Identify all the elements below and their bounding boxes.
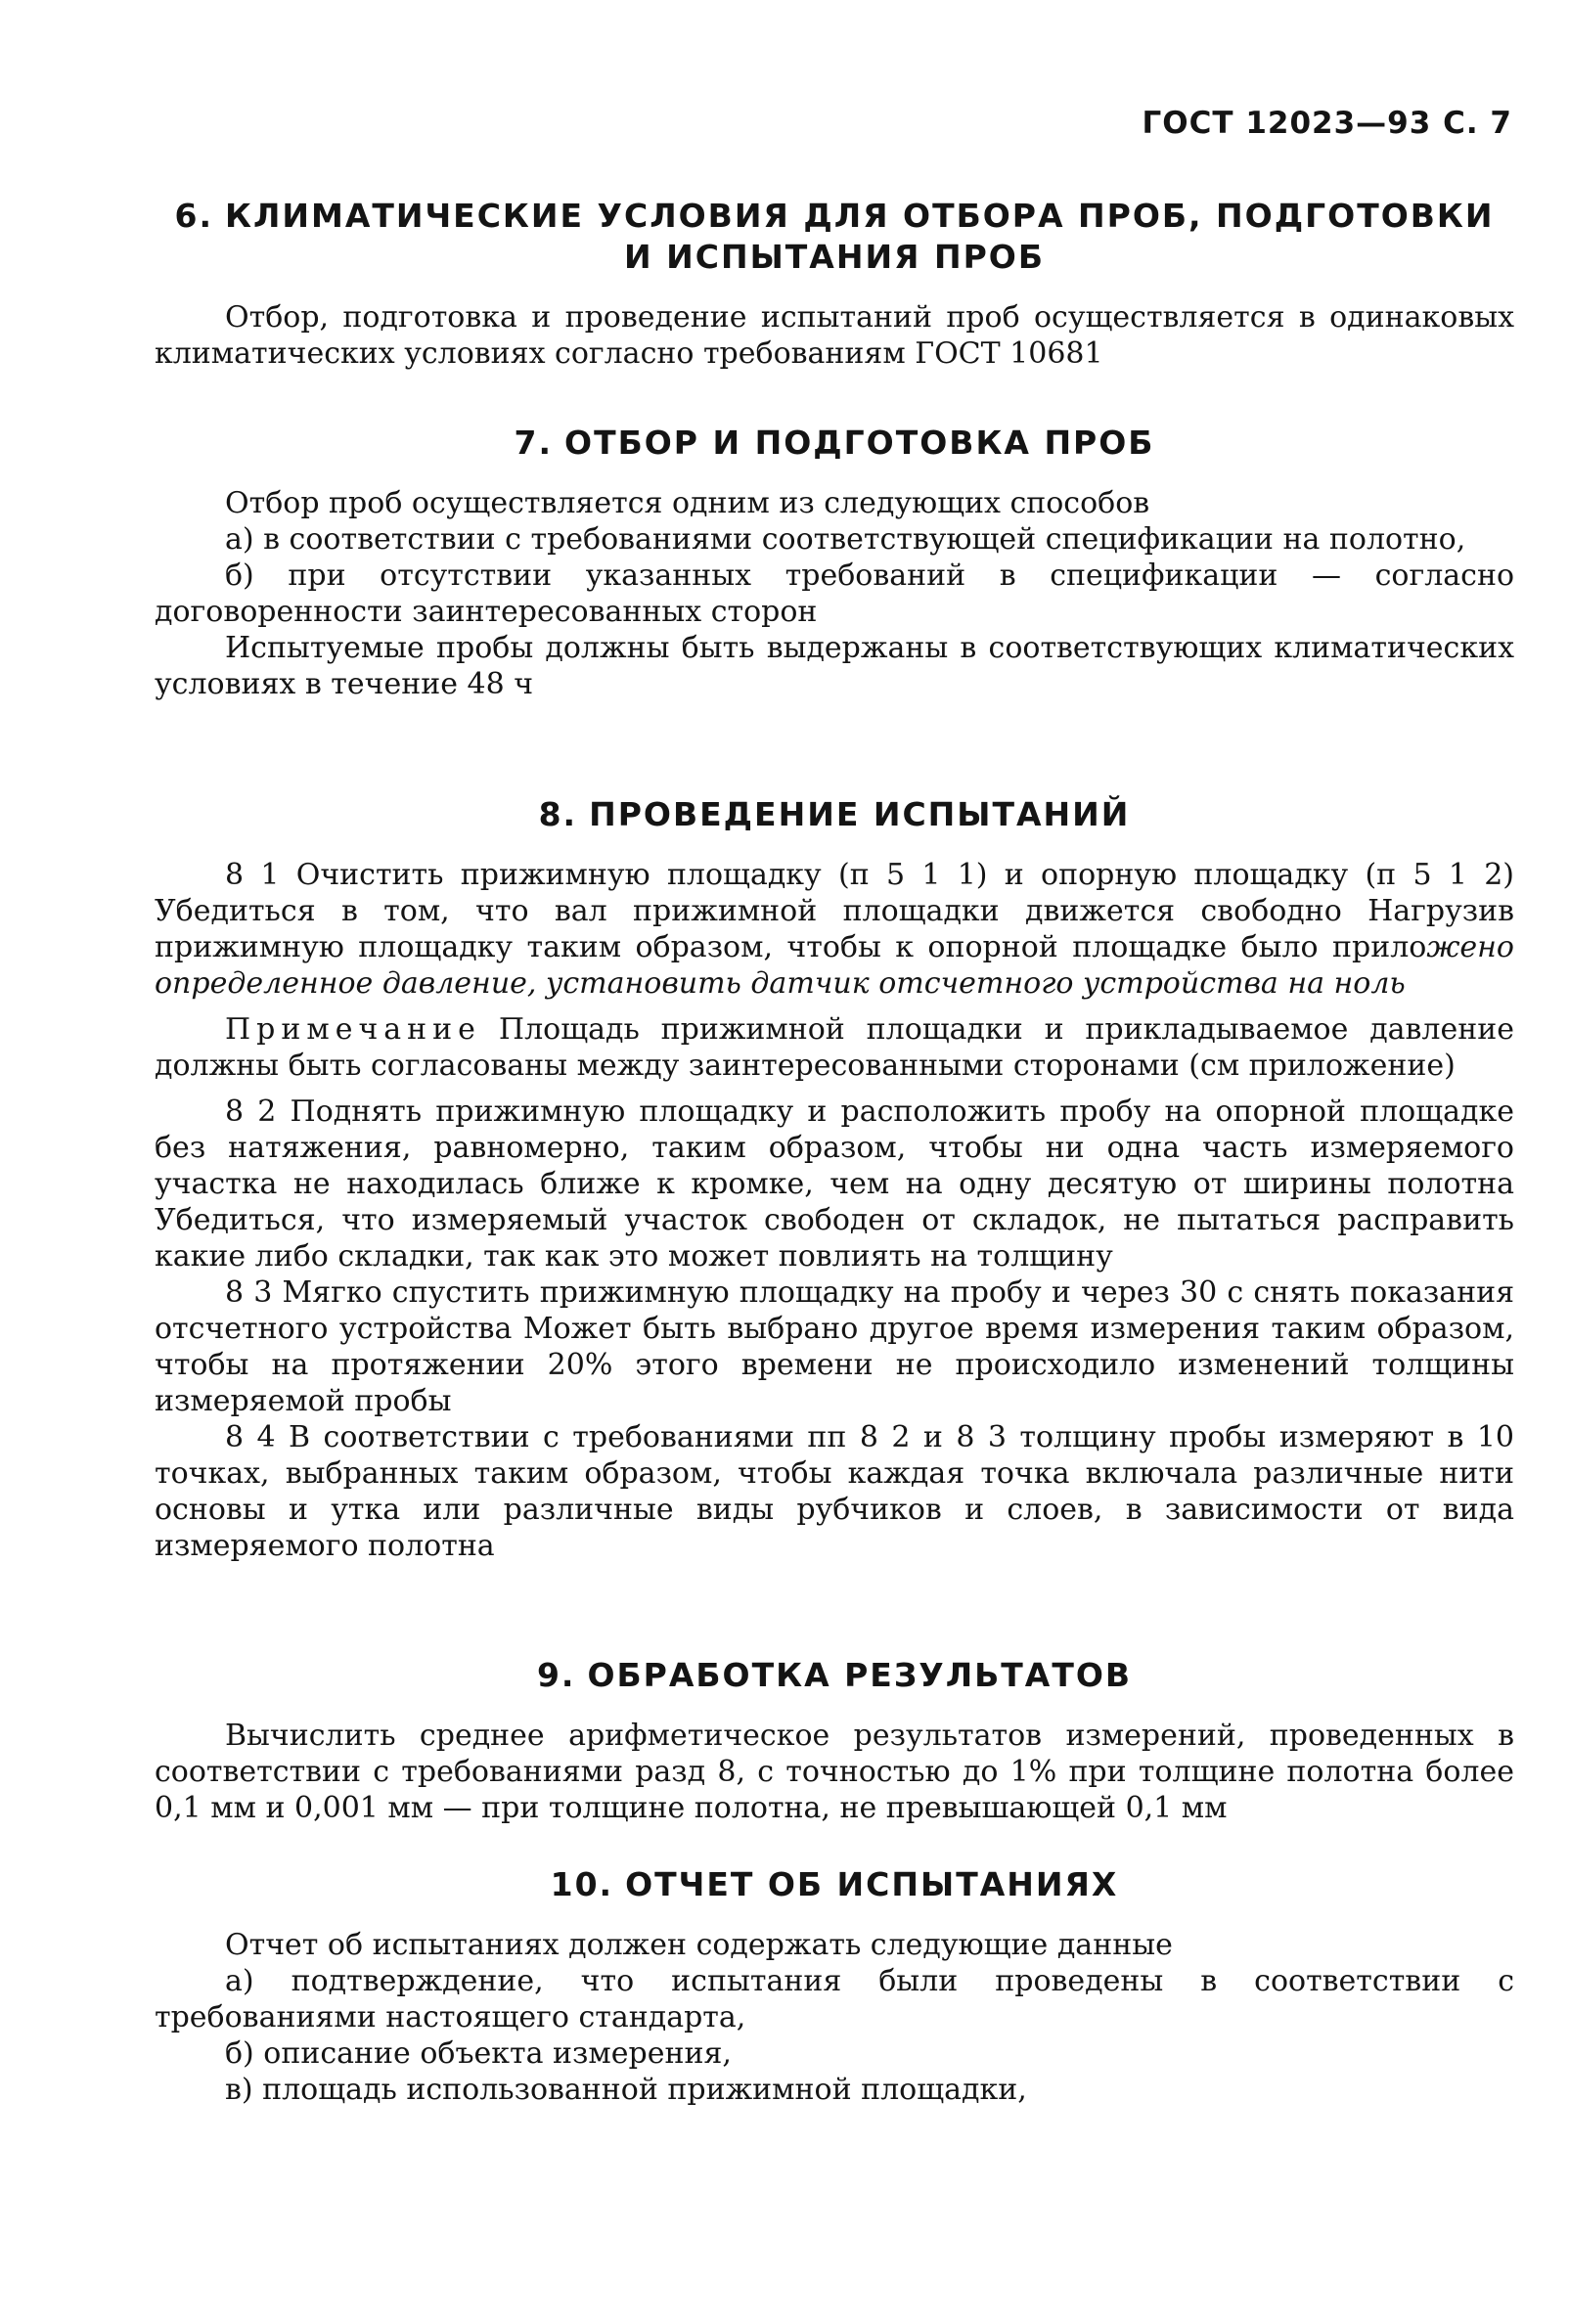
section-9 [155, 1655, 1514, 1826]
paragraph-8-2: 8 2 Поднять прижимную площадку и расположить пробу на опорной площадке без натяжения, равномерно, таким образом, чтобы ни одна часть измеряемого участка не находилась ближе к кромке, чем на одну десятую от ширины полотна Убедиться, что измеряемый участок свободен от складок, не пытаться расправить какие либо складки, так как это может повлиять на толщину [155, 1095, 1514, 1274]
section-6-paragraph: Отбор, подготовка и проведение испытаний проб осуществляется в одинаковых климатических условиях согласно требованиям ГОСТ 10681 [155, 300, 1514, 371]
note [155, 1011, 1514, 1084]
note-text: Площадь прижимной площадки и прикладываемое давление должны быть согласованы между заинтересованными сторонами (см приложение) [155, 1012, 1514, 1083]
section-6-heading [155, 196, 1514, 237]
section-8 [155, 794, 1514, 1564]
section-6-title-line1: КЛИМАТИЧЕСКИЕ УСЛОВИЯ ДЛЯ ОТБОРА ПРОБ, ПОДГОТОВКИ [224, 197, 1495, 235]
section-8-title: ПРОВЕДЕНИЕ ИСПЫТАНИЙ [589, 795, 1131, 833]
section-10-intro: Отчет об испытаниях должен содержать следующие данные [225, 1928, 1173, 1962]
running-header: ГОСТ 12023—93 С. 7 [1142, 106, 1512, 141]
paragraph-8-1-italic: жено определенное давление, установить датчик отсчетного устройства на ноль [155, 930, 1514, 1001]
section-8-number: 8. [538, 795, 578, 833]
section-9-number: 9. [536, 1656, 576, 1694]
section-6 [155, 196, 1514, 372]
section-6-title-line2: И ИСПЫТАНИЯ ПРОБ [624, 238, 1045, 276]
section-7-heading [155, 423, 1514, 464]
section-10-item-b: б) описание объекта измерения, [225, 2036, 732, 2071]
section-7-number: 7. [514, 424, 554, 462]
paragraph-8-1 [155, 857, 1514, 1002]
section-8-heading [155, 794, 1514, 835]
section-10 [155, 1864, 1514, 2108]
section-7-item-a: а) в соответствии с требованиями соответствующей спецификации на полотно, [225, 522, 1466, 557]
section-10-title: ОТЧЕТ ОБ ИСПЫТАНИЯХ [625, 1865, 1119, 1903]
section-10-number: 10. [550, 1865, 614, 1903]
section-10-item-c: в) площадь использованной прижимной площадки, [225, 2073, 1027, 2107]
section-9-paragraph: Вычислить среднее арифметическое результатов измерений, проведенных в соответствии с требованиями разд 8, с точностью до 1% при толщине полотна более 0,1 мм и 0,001 мм — при толщине полотна, не превышающей 0,1 мм [155, 1719, 1514, 1825]
section-7 [155, 423, 1514, 702]
section-10-item-a: а) подтверждение, что испытания были проведены в соответствии с требованиями настоящего стандарта, [155, 1964, 1514, 2034]
section-7-intro: Отбор проб осуществляется одним из следующих способов [225, 486, 1150, 520]
section-6-number: 6. [174, 197, 213, 235]
section-7-item-b: б) при отсутствии указанных требований в спецификации — согласно договоренности заинтересованных сторон [155, 559, 1514, 629]
paragraph-8-1-main: 8 1 Очистить прижимную площадку (п 5 1 1) и опорную площадку (п 5 1 2) Убедиться в том, что вал прижимной площадки движется свободно Нагрузив прижимную площадку таким образом, чтобы к опорной площадке было прило [155, 858, 1514, 964]
note-label: Примечание [225, 1012, 481, 1047]
section-7-title: ОТБОР И ПОДГОТОВКА ПРОБ [564, 424, 1155, 462]
paragraph-8-4: 8 4 В соответствии с требованиями пп 8 2 и 8 3 толщину пробы измеряют в 10 точках, выбранных таким образом, чтобы каждая точка включала различные нити основы и утка или различные виды рубчиков и слоев, в зависимости от вида измеряемого полотна [155, 1420, 1514, 1563]
section-7-conditioning: Испытуемые пробы должны быть выдержаны в соответствующих климатических условиях в течение 48 ч [155, 631, 1514, 701]
section-10-heading [155, 1864, 1514, 1905]
paragraph-8-3: 8 3 Мягко спустить прижимную площадку на пробу и через 30 с снять показания отсчетного устройства Может быть выбрано другое время измерения таким образом, чтобы на протяжении 20% этого времени не происходило изменений толщины измеряемой пробы [155, 1275, 1514, 1418]
section-9-heading [155, 1655, 1514, 1696]
section-9-title: ОБРАБОТКА РЕЗУЛЬТАТОВ [587, 1656, 1133, 1694]
